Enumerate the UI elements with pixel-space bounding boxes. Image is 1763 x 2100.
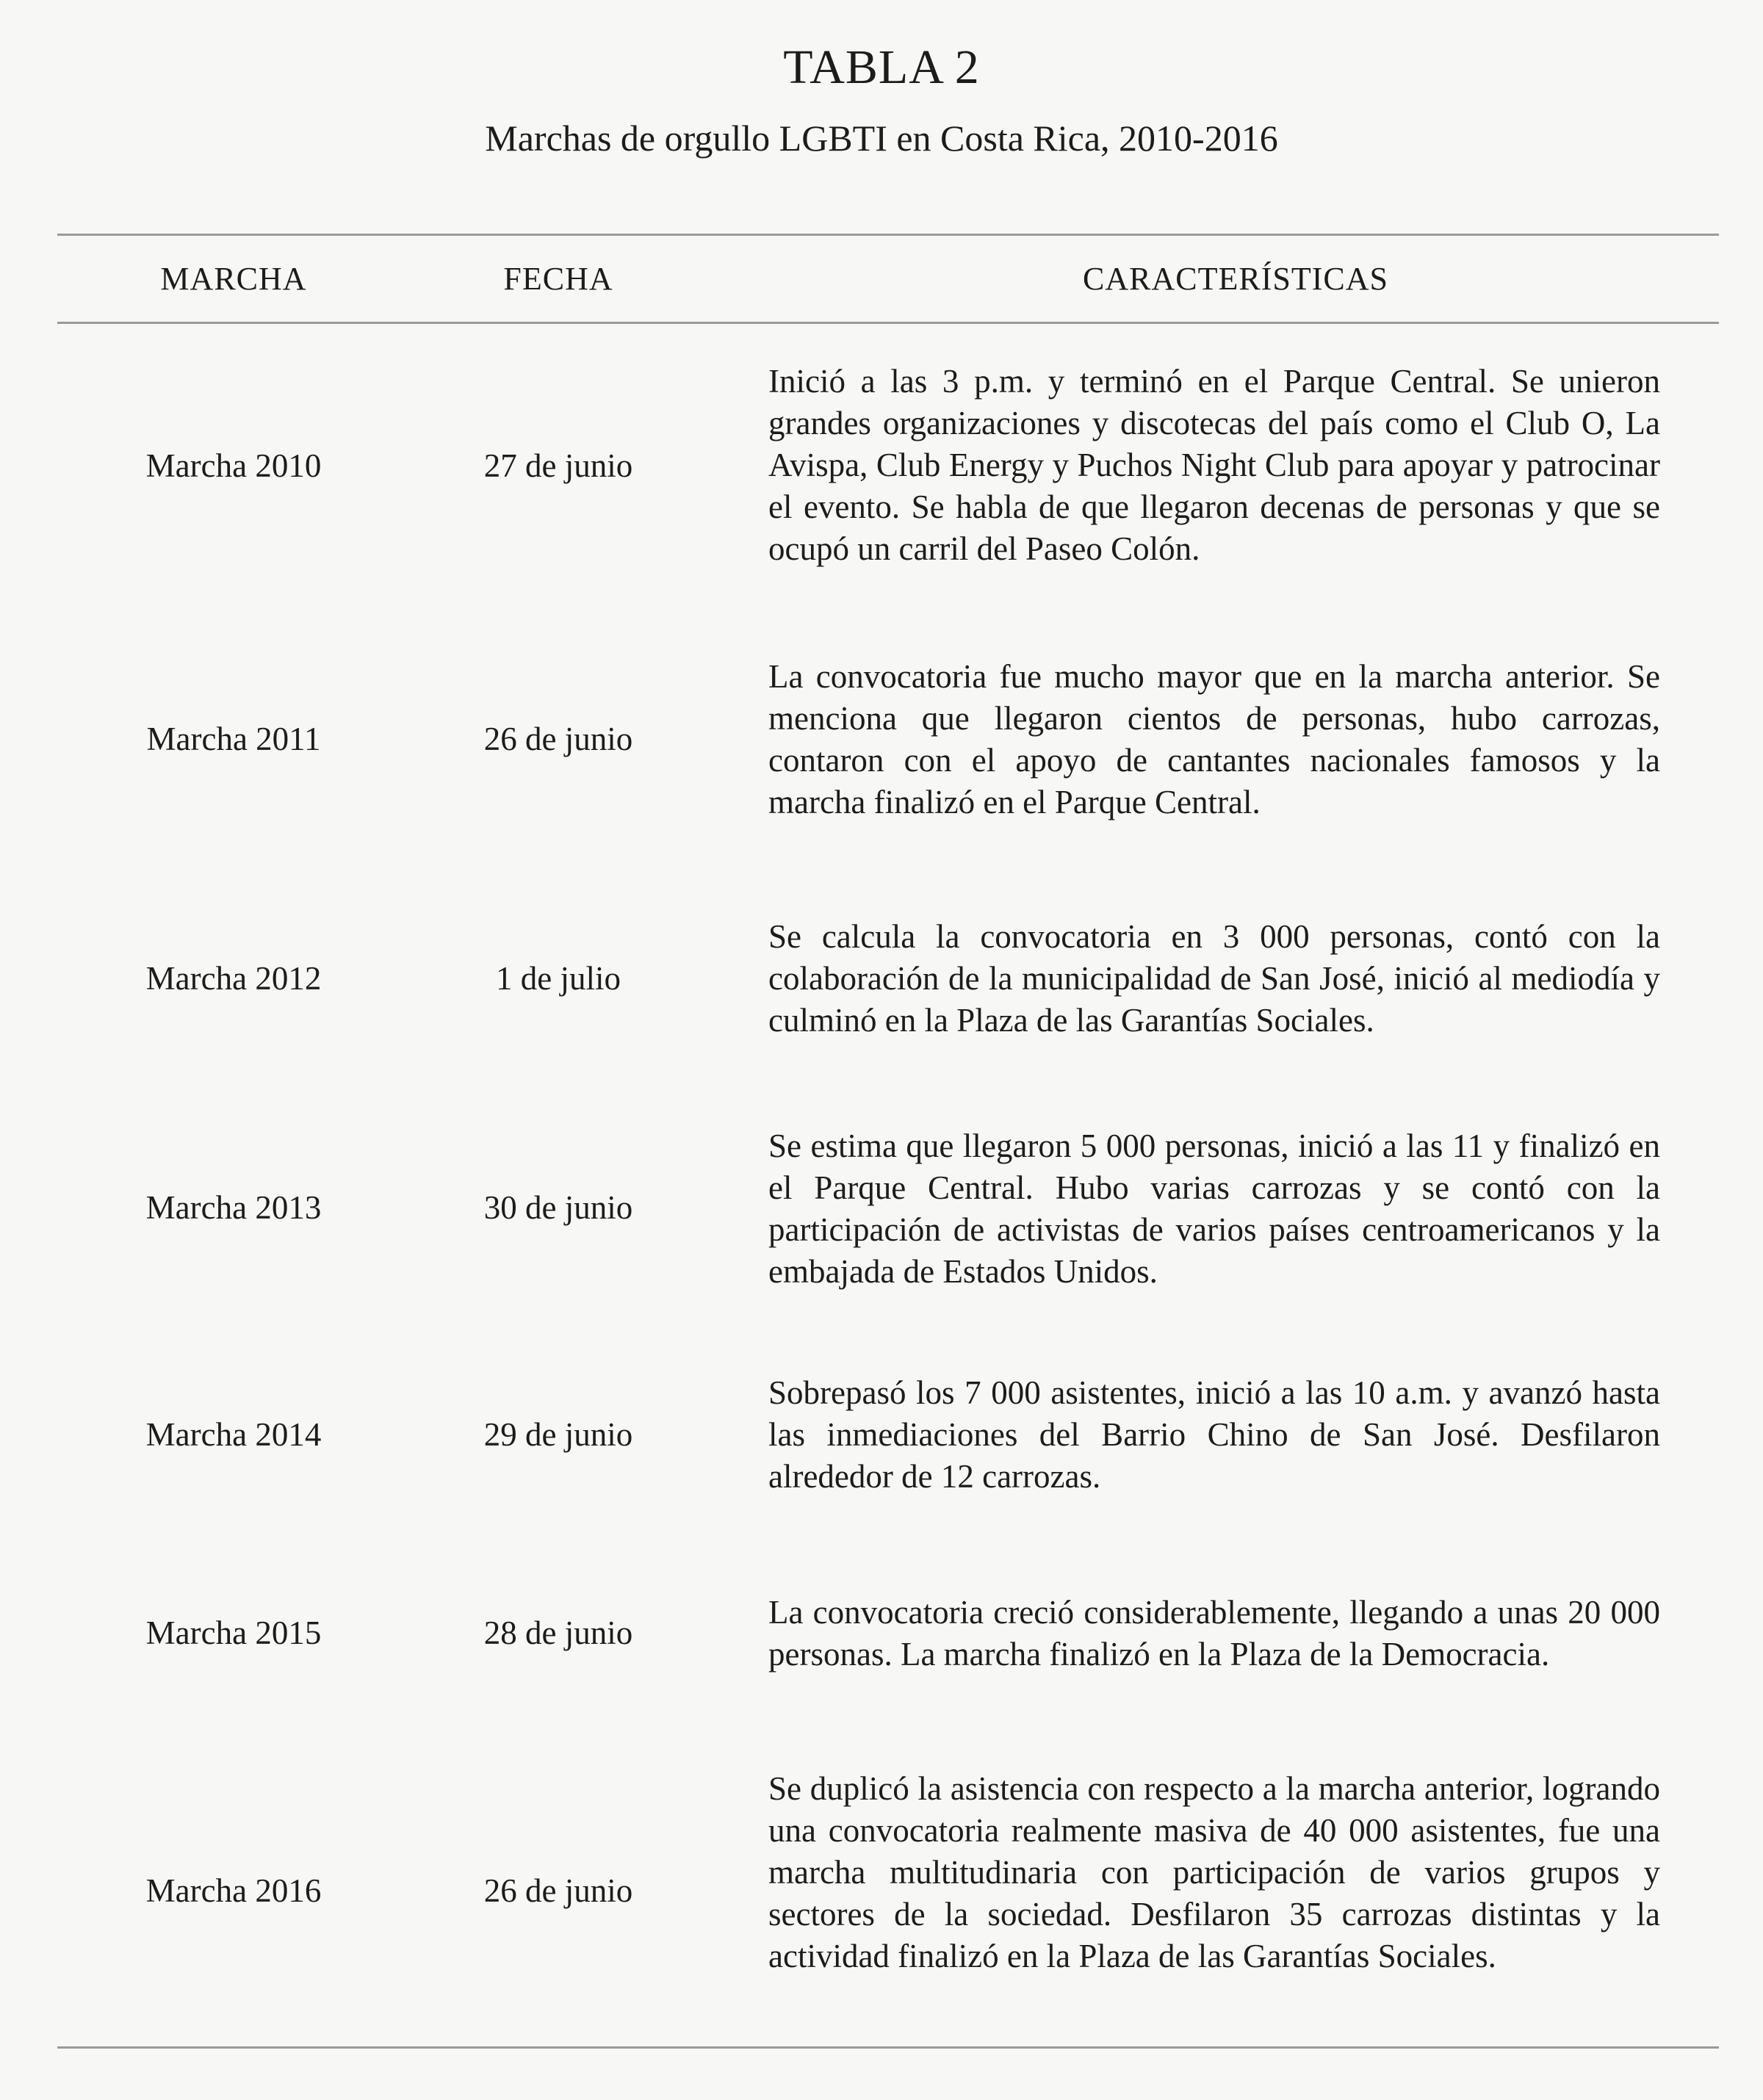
column-header-date: FECHA [503, 261, 613, 297]
date-cell: 1 de julio [496, 960, 621, 997]
date-cell: 30 de junio [483, 1189, 633, 1226]
march-cell: Marcha 2016 [145, 1872, 322, 1909]
table-bottom-rule [57, 2046, 1719, 2049]
characteristics-cell: Se duplicó la asistencia con respecto a la marcha anterior, logrando una convocatoria realmente masiva de 40 000 asistentes, fue una marcha multitudinaria con participación de varios grupos y sectores de la sociedad. Desfilaron 35 carrozas distintas y la actividad finalizó en la Plaza de las Garantías Sociales. [768, 1770, 1660, 1974]
march-cell: Marcha 2012 [145, 960, 322, 997]
table-title: TABLA 2 [783, 40, 980, 94]
characteristics-cell: Se calcula la convocatoria en 3 000 personas, contó con la colaboración de la municipalidad de San José, inició al mediodía y culminó en la Plaza de las Garantías Sociales. [768, 918, 1660, 1039]
date-cell: 29 de junio [483, 1416, 633, 1453]
table-top-rule [57, 234, 1719, 236]
date-cell: 28 de junio [483, 1614, 633, 1651]
march-cell: Marcha 2011 [146, 721, 321, 757]
characteristics-cell: Se estima que llegaron 5 000 personas, inició a las 11 y finalizó en el Parque Central. Hubo varias carrozas y se contó con la participación de activistas de varios países centroamericanos y la embajada de Estados Unidos. [768, 1127, 1660, 1290]
characteristics-cell: Sobrepasó los 7 000 asistentes, inició a las 10 a.m. y avanzó hasta las inmediaciones del Barrio Chino de San José. Desfilaron alrededor de 12 carrozas. [768, 1374, 1660, 1495]
march-cell: Marcha 2010 [145, 447, 322, 484]
table-subtitle: Marchas de orgullo LGBTI en Costa Rica, 2010-2016 [485, 118, 1278, 159]
date-cell: 27 de junio [483, 447, 633, 484]
march-cell: Marcha 2015 [145, 1614, 322, 1651]
column-header-characteristics: CARACTERÍSTICAS [1083, 261, 1388, 297]
date-cell: 26 de junio [483, 1872, 633, 1909]
march-cell: Marcha 2014 [145, 1416, 322, 1453]
table-header-rule [57, 322, 1719, 324]
characteristics-cell: La convocatoria fue mucho mayor que en la marcha anterior. Se menciona que llegaron cientos de personas, hubo carrozas, contaron con el apoyo de cantantes nacionales famosos y la marcha finalizó en el Parque Central. [768, 658, 1660, 820]
march-cell: Marcha 2013 [145, 1189, 322, 1226]
column-header-march: MARCHA [160, 261, 307, 297]
characteristics-cell: La convocatoria creció considerablemente, llegando a unas 20 000 personas. La marcha finalizó en la Plaza de la Democracia. [768, 1594, 1660, 1673]
characteristics-cell: Inició a las 3 p.m. y terminó en el Parque Central. Se unieron grandes organizaciones y discotecas del país como el Club O, La Avispa, Club Energy y Puchos Night Club para apoyar y patrocinar el evento. Se habla de que llegaron decenas de personas y que se ocupó un carril del Paseo Colón. [768, 363, 1660, 567]
date-cell: 26 de junio [483, 721, 633, 757]
